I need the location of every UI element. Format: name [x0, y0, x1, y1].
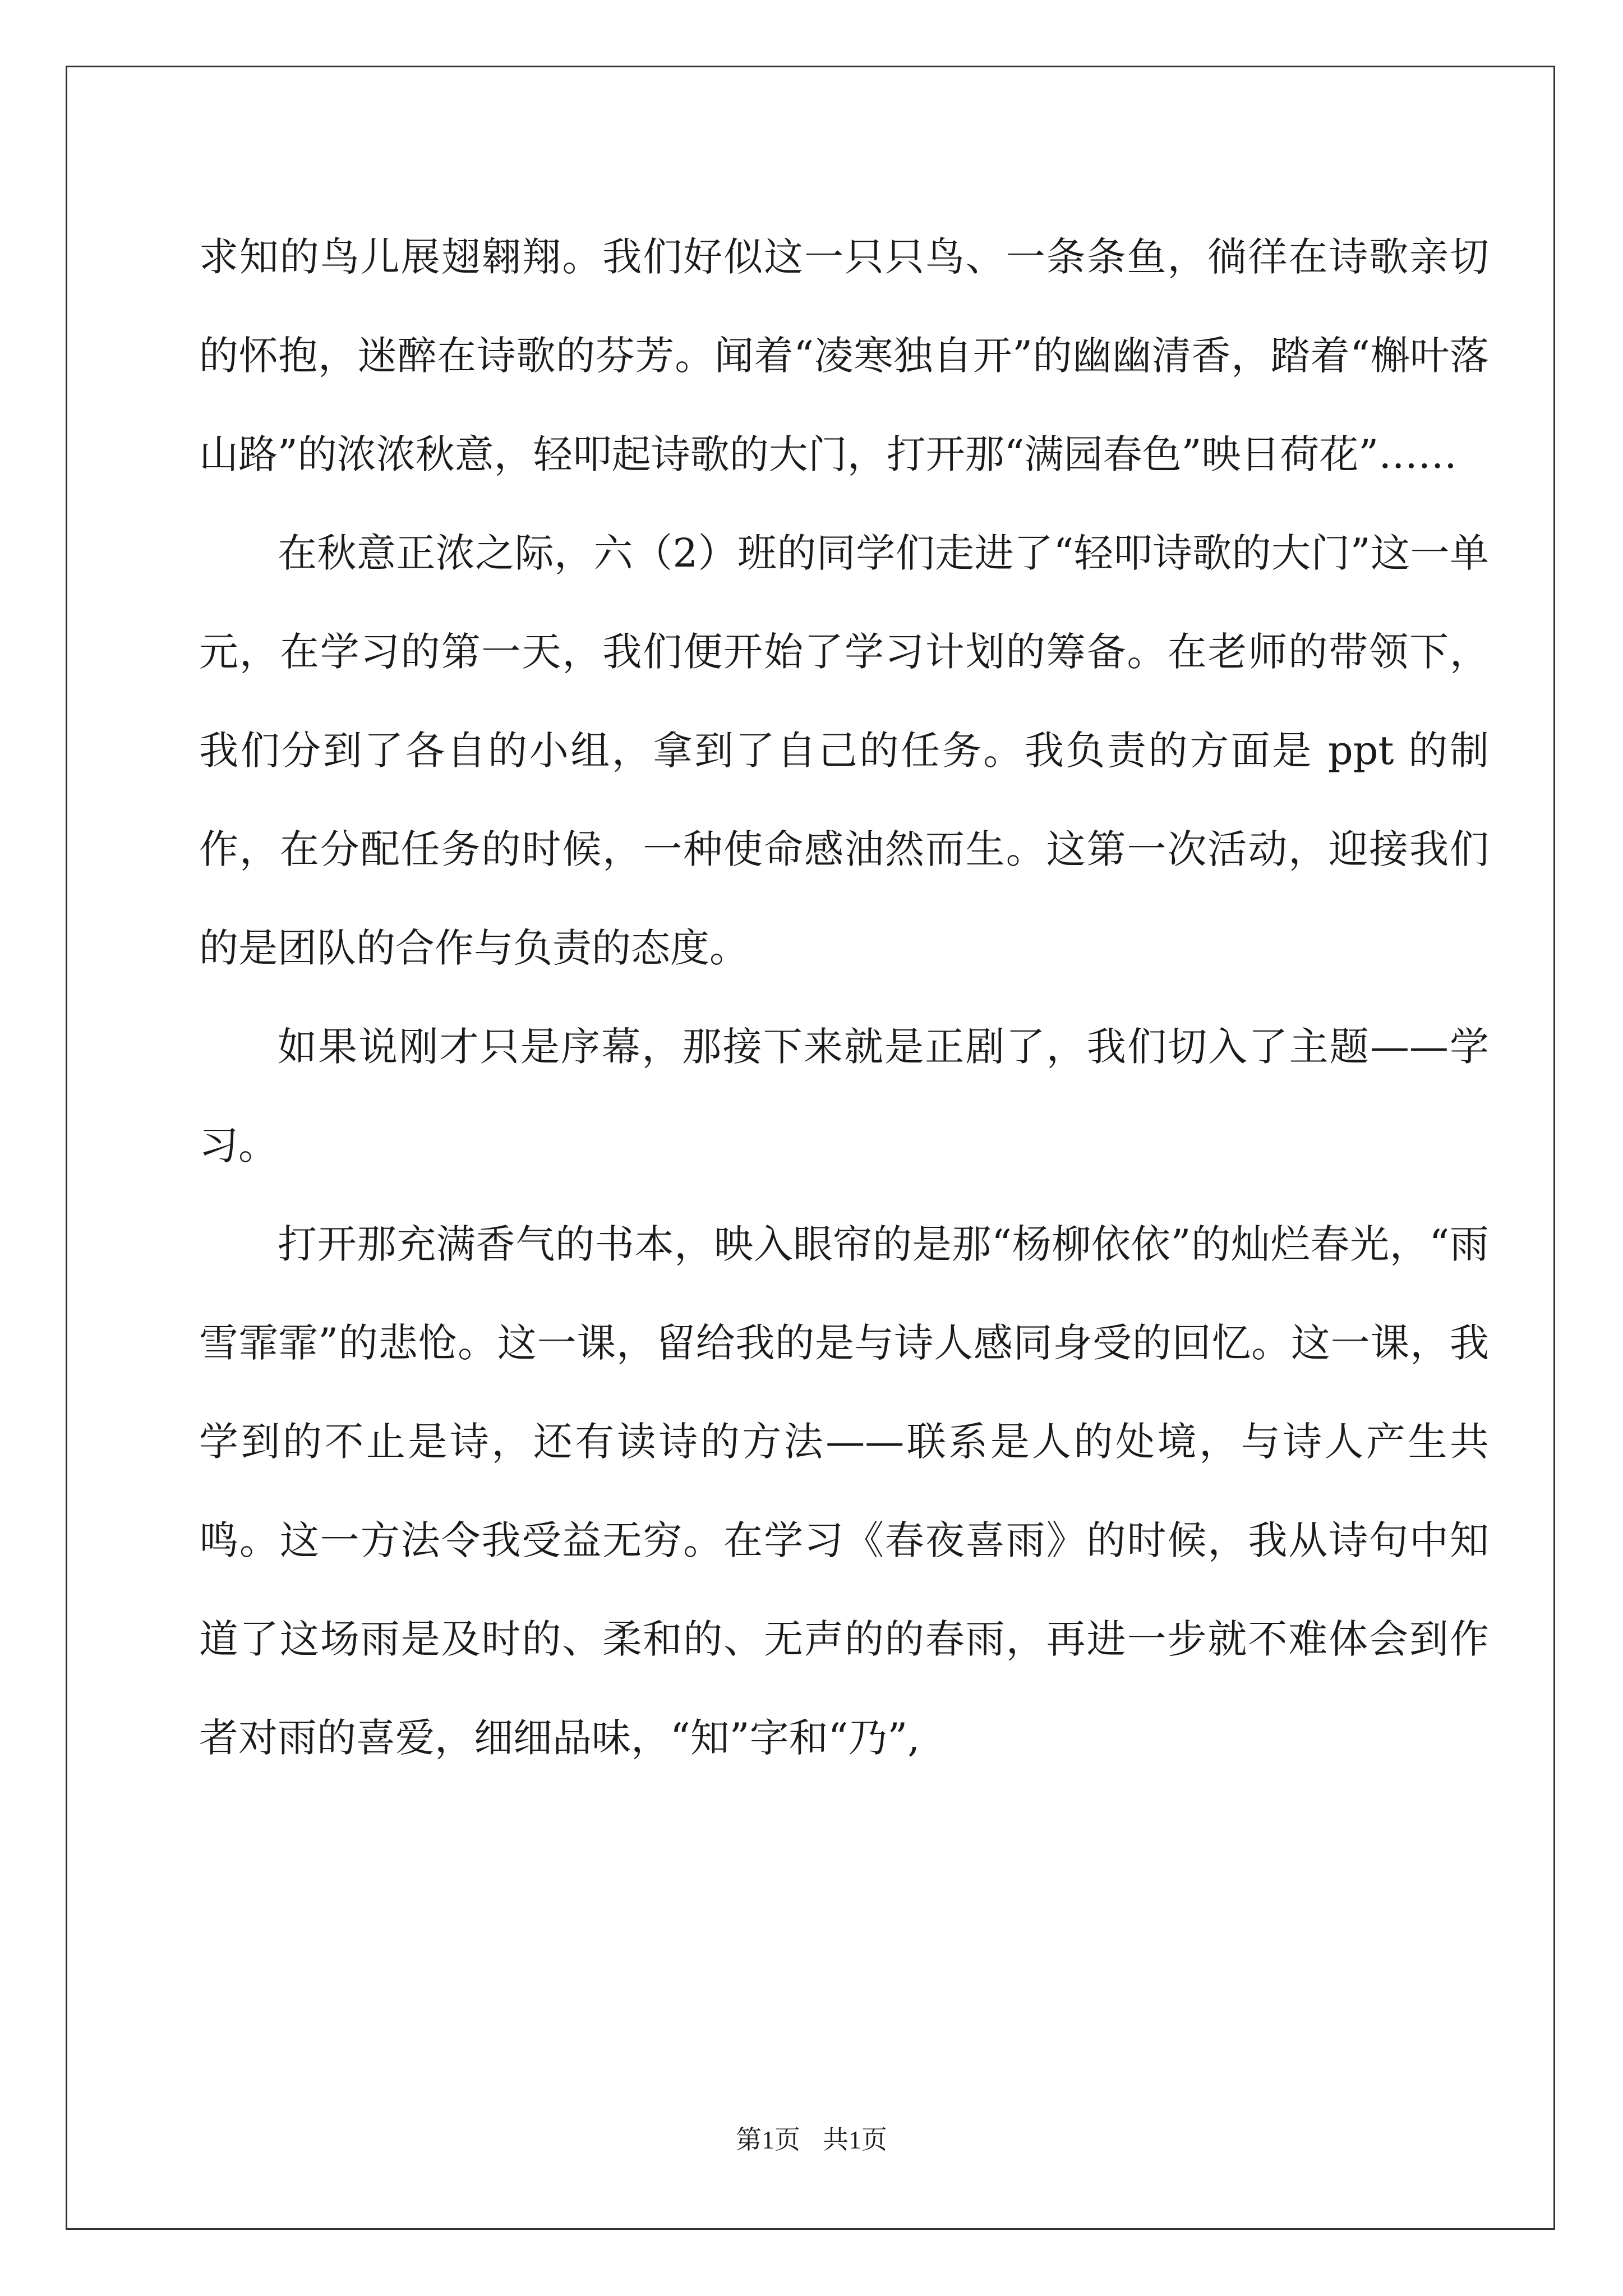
document-body: [199, 208, 1489, 1787]
paragraph-4: 打开那充满香气的书本，映入眼帘的是那“杨柳依依”的灿烂春光，“雨雪霏霏”的悲怆。这一课，留给我的是与诗人感同身受的回忆。这一课，我学到的不止是诗，还有读诗的方法——联系是人的处境，与诗人产生共鸣。这一方法令我受益无穷。在学习《春夜喜雨》的时候，我从诗句中知道了这场雨是及时的、柔和的、无声的的春雨，再进一步就不难体会到作者对雨的喜爱，细细品味，“知”字和“乃”,: [199, 1221, 1489, 1761]
page-footer: [0, 2119, 1623, 2156]
paragraph-2: 在秋意正浓之际，六（2）班的同学们走进了“轻叩诗歌的大门”这一单元，在学习的第一天，我们便开始了学习计划的筹备。在老师的带领下，我们分到了各自的小组，拿到了自己的任务。我负责的方面是 ppt 的制作，在分配任务的时候，一种使命感油然而生。这第一次活动，迎接我们的是团队的合作与负责的态度。: [199, 530, 1489, 971]
paragraph-3: 如果说刚才只是序幕，那接下来就是正剧了，我们切入了主题——学习。: [199, 1024, 1489, 1168]
paragraph-1: 求知的鸟儿展翅翱翔。我们好似这一只只鸟、一条条鱼，徜徉在诗歌亲切的怀抱，迷醉在诗歌的芬芳。闻着“凌寒独自开”的幽幽清香，踏着“槲叶落山路”的浓浓秋意，轻叩起诗歌的大门，打开那“满园春色”映日荷花”……: [199, 234, 1489, 477]
page-number: 第1页: [736, 2125, 800, 2154]
page-total: 共1页: [823, 2125, 887, 2154]
